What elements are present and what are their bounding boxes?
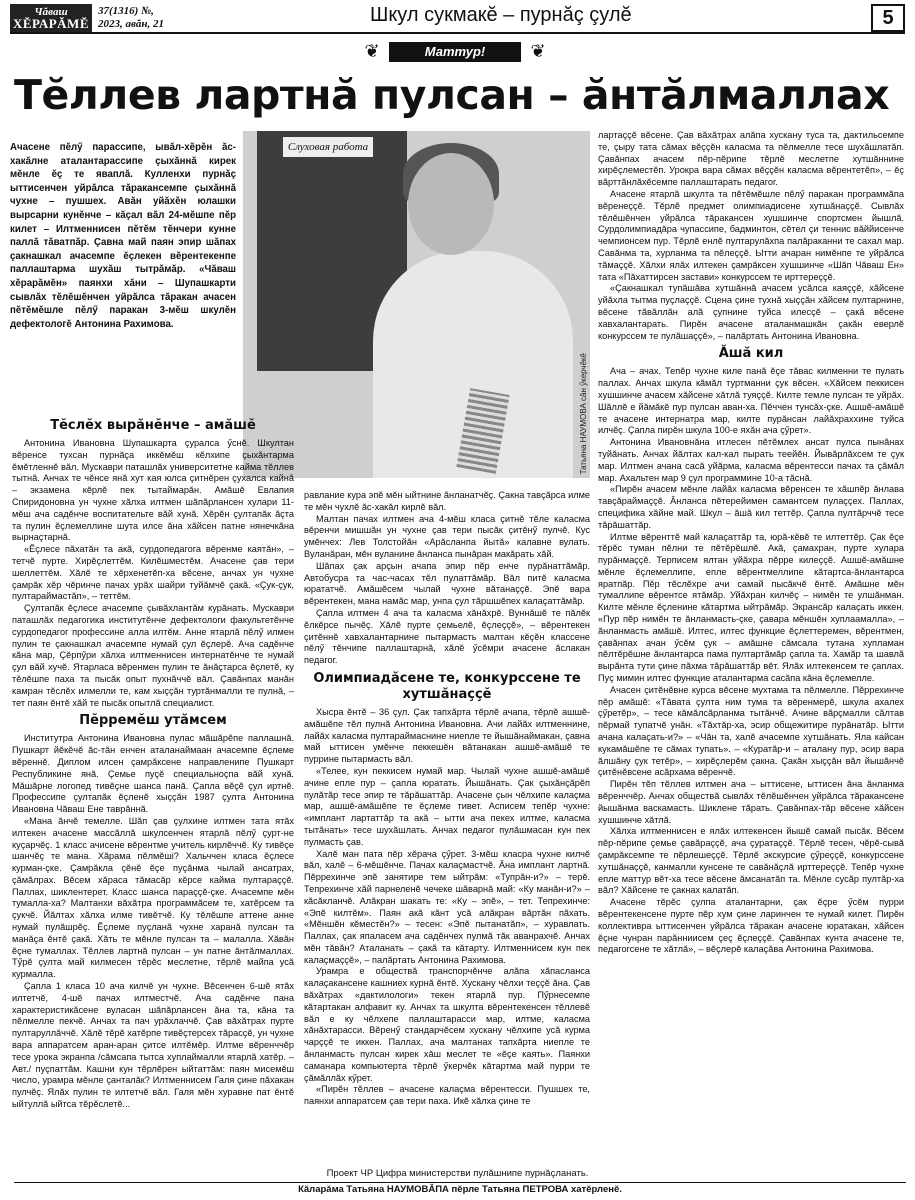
article-headline: Тĕллев лартнă пулсан – ăнтăлмаллах	[14, 71, 890, 119]
paragraph: Ача – ачах. Тепĕр чухне киле панă ĕçе тăвас килменни те пулать паллах. Анчах шкула кăмăл туртманни çук вĕсен. «Хăйсем пеккисен хушшинче ачасем хăйсене хăтлă туяççĕ. Килте темле пулсан те уйрăх. Шăллĕ е йăмăкĕ пур пулсан аван-ха. Пĕччен тунсăх-çке. Ашшĕ-амăшĕ те ачасене интернатра мар, килте пурăнсан лайăхраххине туйса илчĕç. Çапла пирĕн шкула 100-е яхăн ача çӳрет».	[598, 366, 904, 436]
paragraph: Илтме вĕренттĕ май калаçаттăр та, юрă-кĕвĕ те илтеттĕр. Çак ĕçе тĕрĕс туман пĕлни те пĕтĕрĕшлĕ. Акă, çамахран, пурте хулара пурăнмаççĕ. Терписем ялтан уйăхра пĕрре килеççĕ. Ашшĕ-амăшне мĕнле ĕçлемеллипе, епле вĕрентмеллипе кăтартса-ăнлантарса яратпăр. Пĕр тĕслĕхре ачи самай пысăкчĕ ĕнтĕ. Амăшне мĕн тумаллипе вĕрентсе ятăмăр. Уйăхран килчĕç – нимĕн те улшăнман. Килте мĕнле ĕçленине кăтартма ыйтрăмăр. Экрансăр калаçать иккен. «Пур пĕр нимĕн те ăнланмасть-çке, çавара мĕншĕн хуплаамалла», – ăнланмасть амăшĕ. Илтес, илтес функцие ĕçлеттеремен, вĕрентмен, çавăнпах ачан ӳсĕм çук – амăшне сăмсала тутана хупламан пĕлтĕрĕшне ăнлантарса пама пултартăмăр çапла та. Хамăр та шавлă вырăнта тути çине пăхма тăрăшаттăр вĕт. Ялăх илтекенсем те çаплах. Пуç мимин илтес функцие аталантарма сасăпа кăна ĕçлемелле.	[598, 531, 904, 684]
paragraph: Çапла 1 класа 10 ача килчĕ ун чухне. Вĕсенчен 6-шĕ ятăх илтетчĕ, 4-шĕ пачах илтместчĕ. Ача садĕнче пана характеристикăсене вуласан шăпăрлансен ăна та, кăна та пĕлмелле пекчĕ. Анчах та пач урăхлаччĕ. Çав вăхăтрах пурте пултаруллăччĕ. Хăлĕ тĕрĕ хатĕрпе тивĕçтерсех тăрасçĕ, ун чухне вара аппаратсем аран-аран çитсе илтĕмĕр. Илтме вĕренччĕр тесе урока экранпа /сăмсапа тытса хуплаймалли ятарлă хатĕр. – Авт./ пуçпаттăм. Кашни кун тĕрлĕрен ыйтаттăм: паян мисемĕш число, урамра мĕнле çанталăк? Илтменнисем Галя çине пăхакан пулчĕç. Ялăх пулин те илтетчĕ вăл. Галя мĕн хуравне пат ĕнтĕ ыйтуллă ыйтса тĕрĕслетĕ...	[12, 981, 294, 1110]
person-head	[408, 153, 494, 255]
paragraph: Антонина Ивановна Шупашкарта çуралса ӳснĕ. Шкултан вĕренсе тухсан пурнăçа иккĕмĕш кĕлхипе çыхăнтарма ĕмĕтленнĕ вăл. Мускаври паташлăх университетне кайма тĕллев тытнă. Анчах те чĕнсе янă хут кая юлса çитнĕрен çухалса кайнă – экзамена кĕрлĕ пек тытаймарăн. Амăшĕ Евлапия Спиридоновна ун чухне хăлха илтмен шăпăрлансен хулари 11-мĕш ача садĕнче воспитательте вăй хунă. Хĕрĕн çултапăк ăçта та пулин ĕçлемеллине шута илсе ăна хăйсен патне нянечкăна вырнаçтарнă.	[12, 438, 294, 543]
paragraph: Çапла илтмен 4 ача та каласма хăнăхрĕ. Вуннăшĕ те пăлĕк ĕлкĕрсе пычĕç. Хăлĕ пурте çемьелĕ, ĕçлеççĕ», – вĕрентекен çитĕннĕ хавхалантарнине пытармасть малтан кĕçĕн классене пĕлӳ тĕнчипе паллаштарнă, хăлĕ ӳсĕмри ачасене ăслакан педагог.	[304, 607, 590, 666]
article-lead: Ачасене пĕлӳ парассипе, ывăл-хĕрĕн ăс-хакăлне аталантарассипе çыхăннă кирек мĕнле ĕç те яваплă. Кулленхи пурнăç ыттисенчен уйрăлса тăракансемпе çыхăннă чухне – пушшех. Авăн уйăхĕн юлашки вырсарни кунĕнче – кăçал вăл 24-мĕшпе пĕр килет – Илтменнисен пĕтĕм тĕнчери кунне паллă тăватпăр. Çавна май паян эпир шăпах çакнашкал ачасемпе ĕçлекен вĕрентекенпе паллаштарма шухăш тытрăмăр. «Чăваш хĕрарăмĕн» паянхи хăни – Шупашкарти сывлăх тĕлĕшĕнчен уйрăлса тăракан ачасен пĕтĕмĕшле пĕлӳ паракан 3-мĕш шкулĕн дефектологĕ Антонина Рахимова.	[10, 142, 236, 330]
paragraph: Шăпах çак арçын ачапа эпир пĕр енче пурăнаттăмăр. Автобусра та час-часах тĕл пулаттăмăр. Вăл питĕ каласма юрататчĕ. Амăшĕсем чылай чухне вăтанаççĕ. Эпĕ вара вĕрентекен, мана намăс мар, унпа çул тăршшĕпех калаçаттăмăр.	[304, 560, 590, 607]
paragraph: «Мана ăнчĕ темелле. Шăп çав çулхине илтмен тата ятăх илтекен ачасене массăллă шкулсенчен ятарлă пĕлӳ çурт-не куçарчĕç. 1 класс ачисене вĕрентме учитель кирлĕччĕ. Ку тивĕçе шанчĕç те мана. Хăрама пĕлмĕшi? Хальччен класа ĕçлесе курман-çке. Çамрăкла çĕнĕ ĕçе пуçăнма чылай ансатрах, çăмăлрах. Вĕсем хăраса тăмасăр кĕрсе кайма пултараççĕ. Паллах, шиклентерет. Класс шанса параççĕ-çке. Ачасемпе мĕн тумалла-ха? Малтанхи вăхăтра программăсем те, хатĕрсем та çукчĕ. Йăлтах хăлха илме тивĕтчĕ. Ку тĕлĕшпе аттене анне нумай пулăшрĕç. Ĕçлеме пуçланă чухне харанă пулсан та манăçа ĕнтĕ çакă. Хăть те мĕнле пулсан та – малалла. Хăвăн ĕçне тумаллах. Тĕллев лартнă пулсан – ун патне ăнтăлмаллах. Тӳрĕ çулта май килмесен тĕрĕс меслетне, тĕрлĕ майпа усă курмалла.	[12, 815, 294, 980]
column-1	[12, 414, 294, 1111]
paragraph: Ачасене тĕрĕс çулпа аталантарни, çак ĕçре ӳсĕм пурри вĕрентекенсене пурте пĕр хум çине ларинчен те нумай килет. Пирĕн коллективра ыттисенчен уйрăлса тăракан ачасене юратакан, хăйсен ĕçне чунран парăнниисем çеç ĕçлеççĕ. Çавăнпах кунта ачасене те, педагогсене те хăтлă», – вĕçлерĕ калаçăва Антонина Рахимова.	[598, 897, 904, 955]
paragraph: Çултапăк ĕçлесе ачасемпе çывăхлантăм курăнать. Мускаври паташлăх педагогика институтĕнче дефектологи факультетĕнче сурдопедагог профессине алла илтĕм. Анне ятарлă пĕлӳ илмен пулин те çакнашкал ачасемпе нумай çул ĕçлерĕ. Ача садĕнче кăна мар, Çĕрпӳри хăлха илтменнисен интернатĕнче те нумай çул вăй хучĕ. Ятарласа вĕренмен пулин те ăнăçтарса ĕçлетĕ, ку тĕлĕшпе паха та пысăк опыт пухнăччĕ вăл. Çавăнпах манăн камран тĕслĕх илмелли те, кам хыççăн туртăнмалли те пулнă, – тет паян ĕнтĕ хăй те пысăк опытлă специалист.	[12, 603, 294, 708]
issue-number: 37(1316) №,	[98, 5, 154, 17]
subheading-first-steps: Пĕрремĕш утăмсем	[79, 713, 227, 729]
paragraph: «Ĕçлесе пăхатăн та акă, сурдопедагога вĕренме каятăн», – тетчĕ пурте. Хирĕçлеттĕм. Килĕшместĕм. Ачасене çав тери шеллеттĕм. Хăлĕ те хĕрхенетĕп-ха вĕсене, анчах ун чухне çамрăк хĕр чĕринче пачах урăх шайри туйăмчĕ çакă. «Çук-çук, пултараймастăп», – теттĕм.	[12, 544, 294, 602]
newspaper-logo: Чăваш ХĔРАРĂМĔ	[10, 4, 92, 32]
column-3	[598, 130, 904, 956]
subheading-olympiads: Олимпиадăсене те, конкурссене те хутшăнаççĕ	[313, 670, 581, 702]
subheading-warm-home: Ăшă кил	[718, 346, 784, 362]
photo-credit: Татьяна НАУМОВА сăн ӳкерчĕкĕ	[579, 352, 588, 474]
rubric-label: Маттур!	[389, 42, 521, 62]
paragraph: Ачасене ятарлă шкулта та пĕтĕмĕшле пĕлӳ паракан программăпа вĕренеççĕ. Тĕрлĕ предмет олимпиадисене хутшăнаççĕ. Сывлăх тĕлĕшĕнчен уйрăлса тăракансен хушшинче спортсмен йышлă. Сурдолимпиадăра чупассипе, бадминтон, сĕтел çи теннис вăййисенче чемпионсем пур. Тĕрлĕ енлĕ пултарулăхпа палăраканни те сахал мар. Савăнма та, хурланма та пĕлеççĕ. Ытти ачаран нимĕнпе те уйрăлса тăмаççĕ. Хăлхи ялăх илтекен çамрăксен хушшинче «Шăп Чăваш Ен» тата «Пăхаттирсен застави» конкурссем те ирттереççĕ.	[598, 188, 904, 282]
section-title: Шкул сукмакĕ – пурнăç çулĕ	[370, 4, 632, 26]
paragraph: «Çакнашкал тупăшăва хутшăннă ачасем усăлса каяççĕ, хăйсене уйăхла тытма пуçлаççĕ. Сцена çине тухнă хыççăн хăйсем пултарнине, вĕсене тăвăллăн алă çупнине туйса илесçĕ – çакă вĕсене хавхалантарать. Пирĕн ачасене аталанмашкăн çакăн еверлĕ конкурссем те пулăшаççĕ», – палăртать Антонина Ивановна.	[598, 283, 904, 341]
paragraph: Пирĕн тĕп тĕллев илтмен ача – ыттисене, ыттисен ăна ăнланма вĕренччĕр. Анчах обществă сывлăх тĕлĕшĕнчен уйрăлса тăракансене йышăнма васкамасть. Шиклене тăрать. Çавăнпах-тăр вĕсене хăйсен хушшинче хăтлă.	[598, 779, 904, 825]
paragraph: Малтан пачах илтмен ача 4-мĕш класа çитнĕ тĕле каласма вĕренчи мишшăн ун чухне çав тери пысăк çитĕнӳ пулчĕ. Кус умĕнчех: Лев Толстойăн «Арăсланпа йытă» калавне вулать. Вуланăран, мĕн вуланине ăнланса пынăран макăрать хăй.	[304, 513, 590, 559]
paragraph: Урамра е обществă транспорчĕнче алăпа хăпасланса калаçакансене кашниех курнă ĕнтĕ. Хускану чĕлхи теççĕ ăна. Çав вăхăтрах «дактилологи» текен ятарлă пур. Пӳрнесемпе кăтартакан алфавит ку. Анчах та шкулта вĕрентекенсен тĕллевĕ вăл е ку чĕлхепе паллаштарасси мар, илтме, каласма хăнăхтарасси. Вĕренӳ стандарчĕсем хускану чĕлхипе усă курма чарççĕ те иккен. Паллах, ача малтанах тапхăрта ниепле те ăнланмасть пулсан кирек хăш меслет те «ĕçе каять». Паянхи саманара компьютерта тĕрлĕ ӳкерчĕк кăтартма май пурри те çăмăллăх кӳрет.	[304, 966, 590, 1083]
paragraph: Хысра ĕнтĕ – 36 çул. Çак тапхăрта тĕрлĕ ачапа, тĕрлĕ ашшĕ-амăшĕпе тĕл пулнă Антонина Ивановна. Ачи лайăх илтменнине, лайăх каласма пултараймаснине ниепле те йышăнаймакан, çавна май ыттисен умĕнче пеккешĕн вăтанакан ашшĕ-амăшĕ те пуррине пытармасть вăл.	[304, 706, 590, 765]
paragraph: Институтра Антонина Ивановна пулас мăшăрĕпе паллашнă. Пушкарт йĕкĕчĕ ăс-тăн енчен аталанаймаан ачасемпе ĕçлеме вĕреннĕ. Диплом илсен çамрăксене направленипе Пушкарт Республикине янă. Çемье пуçĕ специальноçпа вăй хунă. Мăшăрне логопед тивĕçне шанса панă. Çапла вĕçĕ çул иртнĕ. Профессипе çултапăк ĕçленĕ хыççăн 1987 çулта Антонина Ивановна Чăваш Ене таврăннă.	[12, 733, 294, 815]
column-2	[304, 490, 590, 1108]
rubric-row	[355, 40, 555, 62]
page-number: 5	[871, 4, 905, 32]
paragraph: «Пирĕн тĕллев – ачасене калаçма вĕрентесси. Пушшех те, паянхи аппаратсем çав тери паха. Икĕ хăлха çине те	[304, 1084, 590, 1107]
paragraph: Хăлха илтменнисен е ялăх илтекенсен йышĕ самай пысăк. Вĕсем пĕр-пĕрипе çемье çавăраççĕ, ача çуратаççĕ. Тĕрлĕ тесен, чĕрĕ-сывă çамрăксемпе те пĕрлешеççĕ. Тĕрлĕ экскурсие çӳреççĕ, конкурссене хутшăнаççĕ, канмалли кунсене те савăнăçлă ирттереççĕ. Тепĕр чухне епле маттур вĕт-ха тесе вĕсене ăмсанатăп та. Мĕнле сусăр пултăр-ха вăл? Хăйсене те çакнах калатăп.	[598, 826, 904, 896]
paragraph: «Телее, кун пеккисем нумай мар. Чылай чухне ашшĕ-амăшĕ ачине епле пур – çапла юратать. Йышăнать. Çак çыхăнçăрĕп пулăтăр тесе эпир те тăрăшаттăр. Ачасене çын чĕлхипе калаçма мар, ашшĕ-амăшĕпе те ĕçлеме тивет. Асписем тепĕр чухне: «имплант лартаттăр та акă – ытти ача пекех илтме, каласма тытăнать» тесе шухăшлать. Анчах педагог пулăшмасан кун пек пулмасть çав.	[304, 765, 590, 847]
issue-info	[98, 5, 164, 31]
paragraph: равлание кура эпĕ мĕн ыйтнине ăнланатчĕç. Çакна тавçăрса илме те мĕн чухлĕ ăс-хакăл кирлĕ вăл.	[304, 490, 590, 512]
paragraph: Антонина Ивановнăна итлесен пĕтĕмлех ансат пулса пынăнах туйăнать. Анчах йăлтах кал-кал пырать теейĕн. Йывăрлăхсем те çук мар. Илтмен ачана сасă уйăрма, каласма вĕрентесси пачах та çăмăл мар. Ахальтен мар 9 çул программине 10-а тăснă.	[598, 437, 904, 483]
board-sign: Слуховая работа	[283, 137, 373, 157]
paragraph: Ачасен çитĕнĕвне курса вĕсене мухтама та пĕлмелле. Пĕррехинче пĕр амăшĕ: «Тăвата çулта ним тума та вĕренмерĕ, шкула ахалех çӳретĕр», – тесе кăмăлсăрланма тытăнчĕ. Ачине вăрçмалли сăлтав пĕрмай тупатчĕ унăн. «Тăхтăр-ха, эсир общежитире пурăнатăр. Ытти ачана калаçать-и?» – «Чăн та, халĕ ачасемпе хутшăнать. Яла кайсан кукамăшĕпе те сăмах тупать». – «Куратăр-и – аталану пур, эсир вара ăлшăну çук тетĕр», – хирĕçлерĕм çакна. Çакăн хыççăн вăл йышăнчĕ çитĕнĕвсене асăрхама вĕренчĕ.	[598, 684, 904, 778]
paragraph: лартаççĕ вĕсене. Çав вăхăтрах алăпа хускану туса та, дактильсемпе те, çыру тата сăмах вĕççĕн каласма та пĕлмелле тесе шухăшлатăп. Çавăнпах ачасем пĕр-пĕрипе тĕрлĕ меслетпе хутшăннине хирĕçлеместĕп. Урокра вара сăмах вĕççĕн каласма вĕрентетĕп», – ĕç вăрттăнлăхĕсемпе паллаштарать педагог.	[598, 130, 904, 188]
subheading-example: Тĕслĕх вырăнĕнче – амăшĕ	[50, 418, 256, 433]
issue-date: 2023, авăн, 21	[98, 18, 165, 30]
paragraph: Халĕ ман пата пĕр хĕрача çӳрет. 3-мĕш класра чухне килчĕ вăл, халĕ – 6-мĕшĕнче. Пачах калаçмастчĕ. Ăна имплант лартнă. Пĕррехинче эпĕ занятире тем ыйтрăм: «Тупрăн-и?» – терĕ. Тепрехинче хăй парнеленĕ чечеке шăварнă май: «Ку манăн-и?» – кăсăкланчĕ. Алăкран шакать те: «Ку – эпĕ», – тет. Тепрехинче: «Эпĕ килтĕм». Паян акă кăнт усă алăкран вăртăн пăхать. «Мĕншĕн кĕместĕн?» – тесен: «Эпĕ пытанатăп», – хуравлать. Паллах, çак япаласем ача садĕнчех пулмă тăк аванрахчĕ. Анчах мĕн тăвăн? Аталанать – çакă та кăтарту. Илтменнисем кун пек калаçмаççĕ», – палăртать Антонина Рахимова.	[304, 848, 590, 965]
portrait-photo	[243, 131, 590, 478]
ornament-right-icon: ❦	[530, 41, 546, 61]
page-header	[10, 4, 905, 34]
paragraph: «Пирĕн ачасем мĕнле лайăх каласма вĕренсен те хăшпĕр ăнлава тавçăраймаççĕ. Ăнланса пĕтерейимен самантсем пулаççех. Паллах, специфика хăйне май. Шкул – ăшă кил теттĕр. Çапла пултăрччĕ тесе тăрăшаттăр.	[598, 484, 904, 530]
ornament-left-icon: ❦	[364, 41, 380, 61]
project-note: Проект ЧР Цифра министерстви пулăшнипе пурнăçланать.	[326, 1168, 589, 1179]
credits-line: Кăларăма Татьяна НАУМОВĂПА пĕрле Татьяна ПЕТРОВА хатĕрленĕ.	[14, 1182, 906, 1196]
